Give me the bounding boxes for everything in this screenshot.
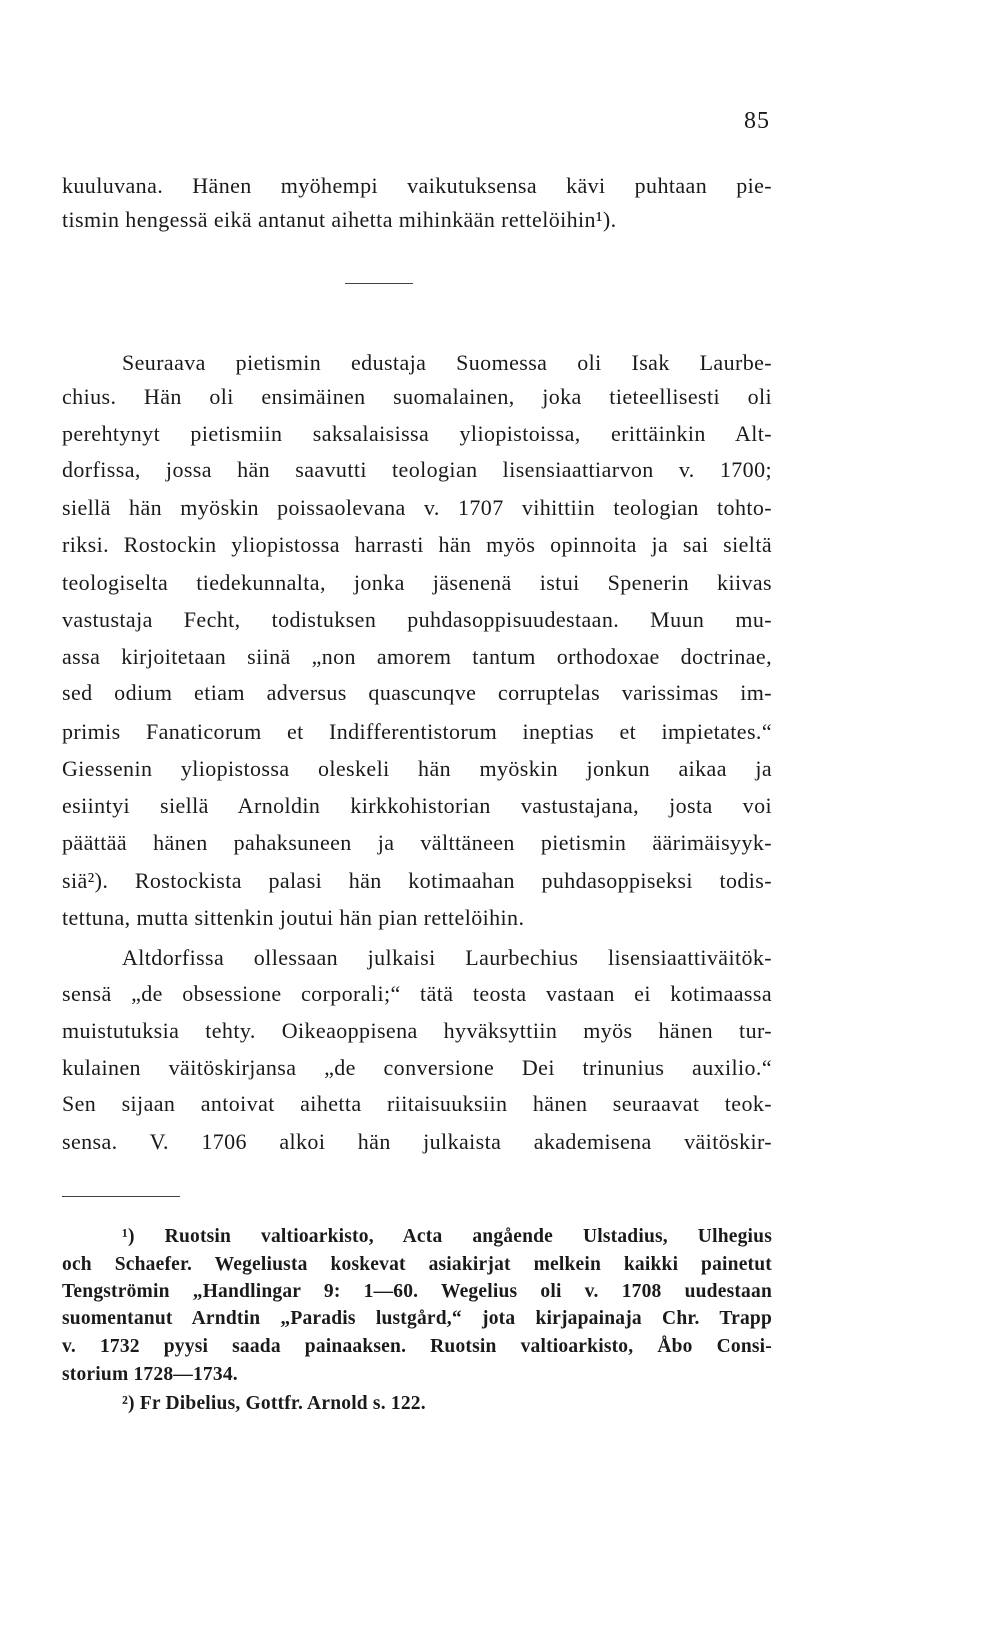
body-text-line: siä²). Rostockista palasi hän kotimaahan puhdasoppiseksi todis-: [62, 868, 772, 893]
body-text-line: dorfissa, jossa hän saavutti teologian lisensiaattiarvon v. 1700;: [62, 457, 772, 482]
footnote-line: och Schaefer. Wegeliusta koskevat asiakirjat melkein kaikki painetut: [62, 1254, 772, 1275]
body-text-line: sed odium etiam adversus quascunqve corruptelas varissimas im-: [62, 680, 772, 705]
body-text-line: teologiselta tiedekunnalta, jonka jäsenenä istui Spenerin kiivas: [62, 570, 772, 595]
body-text-line: Seuraava pietismin edustaja Suomessa oli Isak Laurbe-: [122, 350, 772, 375]
body-text-line: assa kirjoitetaan siinä „non amorem tantum orthodoxae doctrinae,: [62, 644, 772, 669]
body-text-line: päättää hänen pahaksuneen ja välttäneen pietismin äärimäisyyk-: [62, 830, 772, 855]
footnote-line: v. 1732 pyysi saada painaaksen. Ruotsin valtioarkisto, Åbo Consi-: [62, 1336, 772, 1357]
footnote-line: suomentanut Arndtin „Paradis lustgård,“ jota kirjapainaja Chr. Trapp: [62, 1308, 772, 1329]
footnote-divider: [62, 1196, 180, 1197]
body-text-line: riksi. Rostockin yliopistossa harrasti hän myös opinnoita ja sai sieltä: [62, 532, 772, 557]
section-divider: [345, 283, 413, 284]
body-text-line: tismin hengessä eikä antanut aihetta mihinkään rettelöihin¹).: [62, 207, 617, 232]
body-text-line: esiintyi siellä Arnoldin kirkkohistorian vastustajana, josta voi: [62, 793, 772, 818]
footnote-line: storium 1728—1734.: [62, 1364, 238, 1385]
body-text-line: muistutuksia tehty. Oikeaoppisena hyväksyttiin myös hänen tur-: [62, 1018, 772, 1043]
body-text-line: primis Fanaticorum et Indifferentistorum ineptias et impietates.“: [62, 719, 772, 744]
body-text-line: kuuluvana. Hänen myöhempi vaikutuksensa kävi puhtaan pie-: [62, 173, 772, 198]
body-text-line: vastustaja Fecht, todistuksen puhdasoppisuudestaan. Muun mu-: [62, 607, 772, 632]
body-text-line: chius. Hän oli ensimäinen suomalainen, joka tieteellisesti oli: [62, 384, 772, 409]
footnote-line: Tengströmin „Handlingar 9: 1—60. Wegelius oli v. 1708 uudestaan: [62, 1281, 772, 1302]
body-text-line: sensä „de obsessione corporali;“ tätä teosta vastaan ei kotimaassa: [62, 981, 772, 1006]
page-number: 85: [744, 108, 770, 134]
body-text-line: Giessenin yliopistossa oleskeli hän myöskin jonkun aikaa ja: [62, 756, 772, 781]
body-text-line: kulainen väitöskirjansa „de conversione Dei trinunius auxilio.“: [62, 1055, 772, 1080]
body-text-line: sensa. V. 1706 alkoi hän julkaista akademisena väitöskir-: [62, 1129, 772, 1154]
footnote-line: ¹) Ruotsin valtioarkisto, Acta angående Ulstadius, Ulhegius: [122, 1226, 772, 1247]
body-text-line: Sen sijaan antoivat aihetta riitaisuuksiin hänen seuraavat teok-: [62, 1091, 772, 1116]
body-text-line: siellä hän myöskin poissaolevana v. 1707 vihittiin teologian tohto-: [62, 495, 772, 520]
body-text-line: perehtynyt pietismiin saksalaisissa yliopistoissa, erittäinkin Alt-: [62, 421, 772, 446]
body-text-line: Altdorfissa ollessaan julkaisi Laurbechius lisensiaattiväitök-: [122, 945, 772, 970]
body-text-line: tettuna, mutta sittenkin joutui hän pian rettelöihin.: [62, 905, 525, 930]
footnote-line: ²) Fr Dibelius, Gottfr. Arnold s. 122.: [122, 1393, 426, 1414]
